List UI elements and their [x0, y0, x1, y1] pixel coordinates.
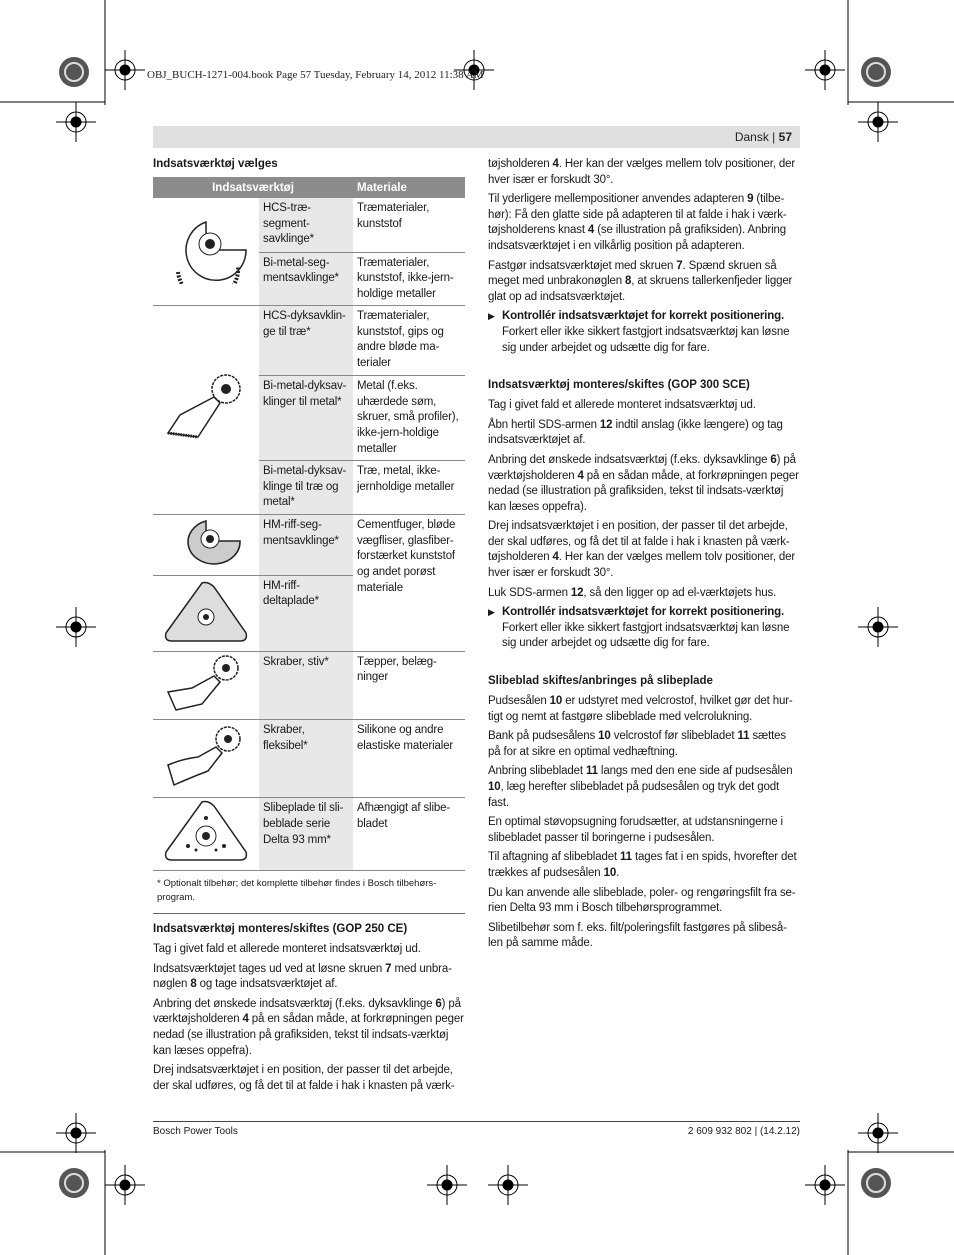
triangle-bullet-icon: ▶: [488, 607, 495, 618]
table-row: [153, 720, 465, 798]
header-text: [735, 130, 792, 144]
col-header-material: Materiale: [353, 177, 465, 198]
section-heading-sanding: Slibeblad skiftes/anbringes på slibeplade: [488, 675, 713, 688]
flexible-scraper-image: [153, 720, 259, 798]
tool-material: Metal (f.eks. uhærdede søm, skruer, små profiler), ikke-jern-holdige metaller: [353, 376, 465, 461]
tool-name: HM-riff-deltaplade*: [259, 575, 353, 651]
table-row: [153, 515, 465, 576]
carbide-riff-segment-blade-image: [153, 515, 259, 576]
tool-name: Skraber, stiv*: [259, 651, 353, 720]
tool-material: Silikone og andre elastiske materialer: [353, 720, 465, 798]
paragraph: Fastgør indsatsværktøjet med skruen 7. Spænd skruen så meget med unbrakonøglen 8, at skruens tallerkenfjeder ligger glat op ad indsatsværktøjet.: [488, 259, 793, 303]
plunge-saw-blade-image: [153, 306, 259, 515]
tool-material: Tæpper, belæg-ninger: [353, 651, 465, 720]
tool-material: Cementfuger, bløde vægfliser, glasfiber-forstærket kunststof og andet porøst materiale: [353, 515, 465, 652]
sanding-plate-image: [153, 798, 259, 871]
warning-note: ▶ Kontrollér indsatsværktøjet for korrekt positionering. Forkert eller ikke sikkert fastgjort indsatsværktøj kan løsne sig under arbejdet og udsætte dig for fare.: [488, 605, 800, 652]
paragraph: Tag i givet fald et allerede monteret indsatsværktøj ud.: [488, 399, 756, 412]
tool-material: Træmaterialer, kunststof, ikke-jern-holdige metaller: [353, 252, 465, 306]
paragraph: Til aftagning af slibebladet 11 tages fat i en spids, hvorefter det trækkes af pudsesålen 10.: [488, 851, 797, 879]
segment-saw-blade-image: [153, 198, 259, 306]
tool-material: Træmaterialer, kunststof, gips og andre bløde ma-terialer: [353, 306, 465, 376]
tool-name: HM-riff-seg-mentsavklinge*: [259, 515, 353, 576]
table-row: [153, 198, 465, 252]
footer-doc-number: 2 609 932 802 | (14.2.12): [687, 1126, 800, 1137]
print-info: OBJ_BUCH-1271-004.book Page 57 Tuesday, February 14, 2012 11:38 AM: [147, 69, 484, 81]
tool-name: HCS-dyksavklin-ge til træ*: [259, 306, 353, 376]
table-row: [153, 306, 465, 376]
tool-material: Afhængigt af slibe-bladet: [353, 798, 465, 871]
section-heading-select: Indsatsværktøj vælges: [153, 158, 278, 170]
tool-material: Træ, metal, ikke-jernholdige metaller: [353, 461, 465, 515]
footer-rule: [153, 1121, 800, 1122]
warning-note: ▶ Kontrollér indsatsværktøjet for korrekt positionering. Forkert eller ikke sikkert fastgjort indsatsværktøj kan løsne sig under arbejdet og udsætte dig for fare.: [488, 309, 800, 356]
header-language: Dansk: [734, 130, 769, 144]
table-header-row: [153, 177, 465, 198]
tool-name: Bi-metal-seg-mentsavklinge*: [259, 252, 353, 306]
tool-name: Skraber, fleksibel*: [259, 720, 353, 798]
left-column: [153, 157, 465, 1098]
paragraph: Anbring slibebladet 11 langs med den ene side af pudsesålen 10, læg herefter slibebladet på pudsesålen og tryk det godt fast.: [488, 765, 793, 809]
paragraph: Indsatsværktøjet tages ud ved at løsne skruen 7 med unbra-nøglen 8 og tage indsatsværktøjet af.: [153, 962, 452, 991]
header-separator: |: [772, 130, 776, 144]
paragraph: Anbring det ønskede indsatsværktøj (f.eks. dyksavklinge 6) på værktøjsholderen 4 på en sådan måde, at forkrøpningen peger nedad (se illustration på grafiksiden, tekst til indsats-værktøj kan læses oppefra).: [488, 453, 799, 513]
paragraph: En optimal støvopsugning forudsætter, at udstansningerne i slibebladet passer til boringerne i pudsesålen.: [488, 816, 783, 844]
tool-name: Bi-metal-dyksav-klinger til metal*: [259, 376, 353, 461]
footer-brand: Bosch Power Tools: [153, 1126, 238, 1137]
paragraph: Anbring det ønskede indsatsværktøj (f.eks. dyksavklinge 6) på værktøjsholderen 4 på en sådan måde, at forkrøpningen peger nedad (se illustration på grafiksiden, tekst til indsats-værktøj kan læses oppefra).: [153, 997, 464, 1057]
paragraph: Slibetilbehør som f. eks. filt/poleringsfilt fastgøres på slibeså-len på samme måde.: [488, 921, 787, 950]
paragraph: Drej indsatsværktøjet i en position, der passer til det arbejde, der skal udføres, og få det til at falde i hak i knasten på værk-: [153, 1064, 455, 1092]
paragraph: Pudsesålen 10 er udstyret med velcrostof, hvilket gør det hur-tigt og nemt at fastgøre slibeblade med velcrolukning.: [488, 695, 793, 723]
section-heading-gop300: Indsatsværktøj monteres/skiftes (GOP 300 SCE): [488, 379, 750, 392]
tool-material: Træmaterialer, kunststof: [357, 202, 430, 230]
right-column: [488, 157, 800, 956]
col-header-tool: Indsatsværktøj: [153, 177, 353, 198]
page-header: [153, 126, 800, 148]
paragraph: tøjsholderen 4. Her kan der vælges mellem tolv positioner, der hver især er forskudt 30°.: [488, 158, 796, 186]
paragraph: Til yderligere mellempositioner anvendes adapteren 9 (tilbe-hør): Få den glatte side på adapteren til at falde i hak i værk-tøjsholderens knast 4 (se illustration på grafiksiden). Anbring indsatsværktøjet i en vilkårlig position på adapteren.: [488, 193, 787, 252]
section-divider: [153, 913, 465, 914]
page-number: 57: [778, 130, 792, 144]
paragraph: Du kan anvende alle slibeblade, poler- og rengøringsfilt fra se-rien Delta 93 mm i Bosch tilbehørsprogrammet.: [488, 886, 796, 915]
table-footnote: * Optionalt tilbehør; det komplette tilbehør findes i Bosch tilbehørs-program.: [157, 878, 437, 904]
paragraph: Åbn hertil SDS-armen 12 indtil anslag (ikke længere) og tag indsatsværktøjet af.: [488, 418, 783, 447]
tool-name: HCS-træ-segment-savklinge*: [259, 198, 353, 252]
paragraph: Bank på pudsesålens 10 velcrostof før slibebladet 11 sættes på for at sikre en optimal vedhæftning.: [488, 730, 787, 758]
paragraph: Tag i givet fald et allerede monteret indsatsværktøj ud.: [153, 943, 421, 956]
table-row: [153, 651, 465, 720]
section-heading-gop250: Indsatsværktøj monteres/skiftes (GOP 250 CE): [153, 923, 408, 936]
table-row: [153, 798, 465, 871]
tool-table: [153, 177, 465, 871]
rigid-scraper-image: [153, 651, 259, 720]
tool-name: Bi-metal-dyksav-klinge til træ og metal*: [259, 461, 353, 515]
carbide-riff-delta-plate-image: [153, 575, 259, 651]
paragraph: Luk SDS-armen 12, så den ligger op ad el-værktøjets hus.: [488, 586, 777, 599]
paragraph: Drej indsatsværktøjet i en position, der passer til det arbejde, der skal udføres, og få det til at falde i hak i knasten på værk-tøjsholderen 4. Her kan der vælges mellem tolv positioner, der hver især er forskudt 30°.: [488, 520, 796, 580]
triangle-bullet-icon: ▶: [488, 311, 495, 322]
tool-name: Slibeplade til sli-beblade serie Delta 93 mm*: [259, 798, 353, 871]
